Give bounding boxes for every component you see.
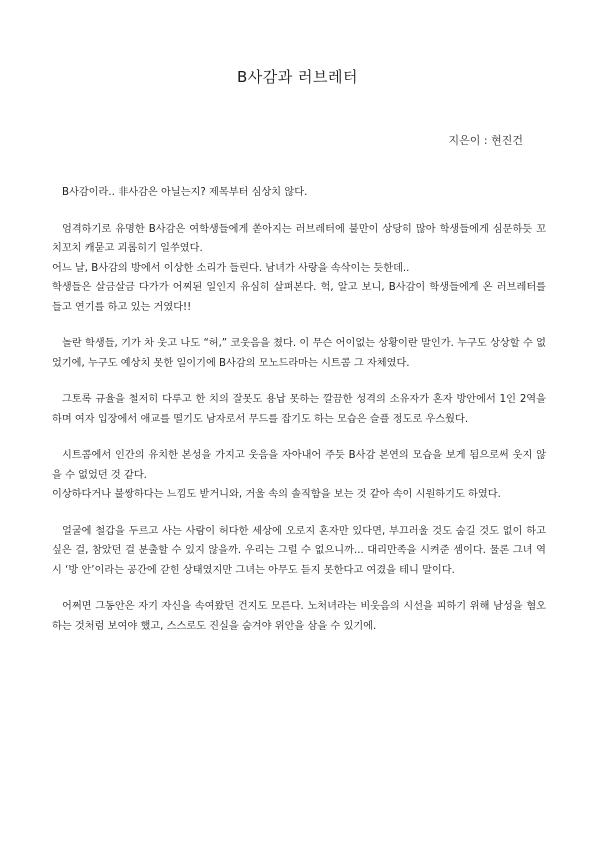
paragraph-line: 놀란 학생들, 기가 차 웃고 나도 “허,” 코웃음을 쳤다. 이 무슨 어이없는 상황이란 말인가. 누구도 상상할 수 없었기에, 누구도 예상치 못한 일이기에 B사감의 모노드라마는 시트콤 그 자체였다. <box>52 338 546 369</box>
paragraph-line: 이상하다거나 불쌍하다는 느낌도 받거니와, 거울 속의 솔직함을 보는 것 같아 속이 시원하기도 하였다. <box>52 489 501 500</box>
paragraph-5 <box>52 446 546 505</box>
paragraph-line: 어쩌면 그동안은 자기 자신을 속여왔던 건지도 모른다. 노처녀라는 비웃음의 시선을 피하기 위해 남성을 혐오하는 것처럼 보여야 했고, 스스로도 진실을 숨겨야 위안을 삼을 수 있기에. <box>52 601 546 632</box>
paragraph-line: B사감이라.. 非사감은 아닐는지? 제목부터 심상치 않다. <box>62 187 308 198</box>
paragraph-line: 어느 날, B사감의 방에서 이상한 소리가 들린다. 남녀가 사랑을 속삭이는 듯한데.. <box>52 262 410 274</box>
paragraph-line: 그토록 규율을 철저히 다루고 한 치의 잘못도 용납 못하는 깔끔한 성격의 소유자가 혼자 방안에서 1인 2역을 하며 여자 입장에서 애교를 떨기도 남자로서 무드를 잡기도 하는 모습은 슬플 정도로 우스웠다. <box>52 394 546 425</box>
paragraph-line: 얼굴에 철갑을 두르고 사는 사람이 허다한 세상에 오로지 혼자만 있다면, 부끄러울 것도 숨길 것도 없이 하고 싶은 걸, 참았던 걸 분출할 수 있지 않을까. 우리는 그럴 수 없으니까... 대리만족을 시켜준 셈이다. 물론 그녀 역시 ‘방 안’이라는 공간에 갇힌 상태였지만 그녀는 아무도 듣지 못한다고 여겼을 테니 말이다. <box>52 525 546 576</box>
paragraph-6 <box>52 522 546 581</box>
paragraph-line: 학생들은 살금살금 다가가 어찌된 일인지 유심히 살펴본다. 헉, 알고 보니, B사감이 학생들에게 온 러브레터를 들고 연기를 하고 있는 거였다!! <box>52 282 546 313</box>
author-line: 지은이 : 현진건 <box>448 134 523 147</box>
paragraph-3 <box>52 334 546 373</box>
paragraph-1 <box>52 183 546 203</box>
document-title: B사감과 러브레터 <box>237 68 358 86</box>
paragraph-7 <box>52 597 546 636</box>
paragraph-2 <box>52 220 546 318</box>
paragraph-line: 엄격하기로 유명한 B사감은 여학생들에게 쏟아지는 러브레터에 불만이 상당히 많아 학생들에게 심문하듯 꼬치꼬치 캐묻고 괴롭히기 일쑤였다. <box>52 223 546 254</box>
paragraph-line: 시트콤에서 인간의 유치한 본성을 가지고 웃음을 자아내어 주듯 B사감 본연의 모습을 보게 됨으로써 웃지 않을 수 없었던 것 같다. <box>52 450 546 481</box>
paragraph-4 <box>52 390 546 429</box>
document-body <box>52 183 546 653</box>
